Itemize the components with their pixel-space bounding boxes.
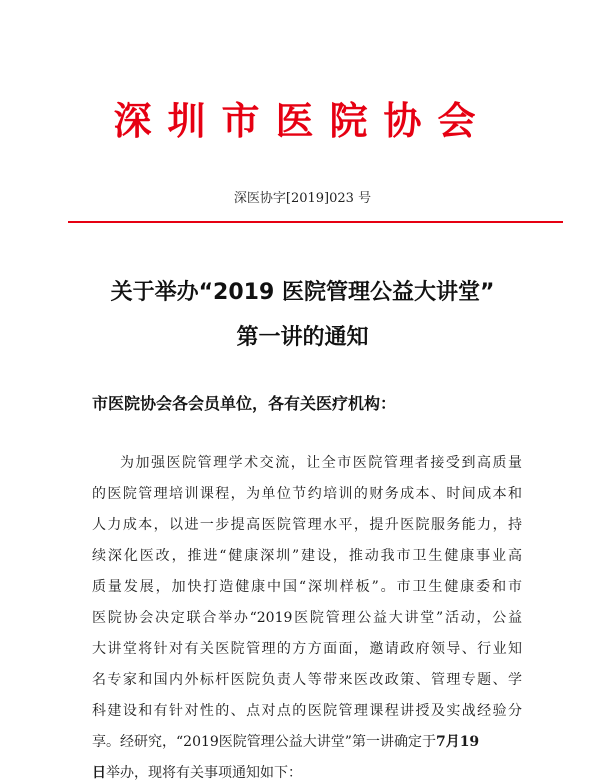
event-date-part-1: 7月19: [435, 734, 480, 750]
body-line: 大讲堂将针对有关医院管理的方方面面，邀请政府领导、行业知: [92, 641, 522, 657]
body-line: 质量发展，加快打造健康中国“深圳样板”。市卫生健康委和市: [92, 579, 522, 595]
notice-title-line-1: 关于举办“2019 医院管理公益大讲堂”: [110, 280, 495, 305]
body-text-segment: 享。经研究，“2019医院管理公益大讲堂”第一讲确定于: [92, 734, 436, 750]
red-divider-line: [68, 221, 563, 223]
body-line: 科建设和有针对性的、点对点的医院管理课程讲授及实战经验分: [92, 703, 522, 719]
salutation: 市医院协会各会员单位，各有关医疗机构：: [92, 394, 397, 413]
notice-title-line-2: 第一讲的通知: [236, 325, 369, 350]
body-line: 人力成本，以进一步提高医院管理水平，提升医院服务能力，持: [92, 517, 522, 533]
body-line: 医院协会决定联合举办“2019医院管理公益大讲堂”活动，公益: [92, 610, 522, 626]
body-line-with-date: [92, 732, 522, 752]
event-date-part-2: 日: [92, 765, 106, 781]
body-line-final: [92, 763, 522, 783]
body-line: 名专家和国内外标杆医院负责人等带来医改政策、管理专题、学: [92, 672, 522, 688]
body-line: 续深化医改，推进“健康深圳”建设，推动我市卫生健康事业高: [92, 548, 522, 564]
organization-title: 深圳市医院协会: [113, 98, 492, 143]
document-number: 深医协字[2019]023 号: [233, 191, 372, 206]
body-text-segment: 举办，现将有关事项通知如下：: [106, 765, 302, 781]
body-line: 为加强医院管理学术交流，让全市医院管理者接受到高质量: [120, 455, 522, 471]
body-line: 的医院管理培训课程，为单位节约培训的财务成本、时间成本和: [92, 486, 522, 502]
